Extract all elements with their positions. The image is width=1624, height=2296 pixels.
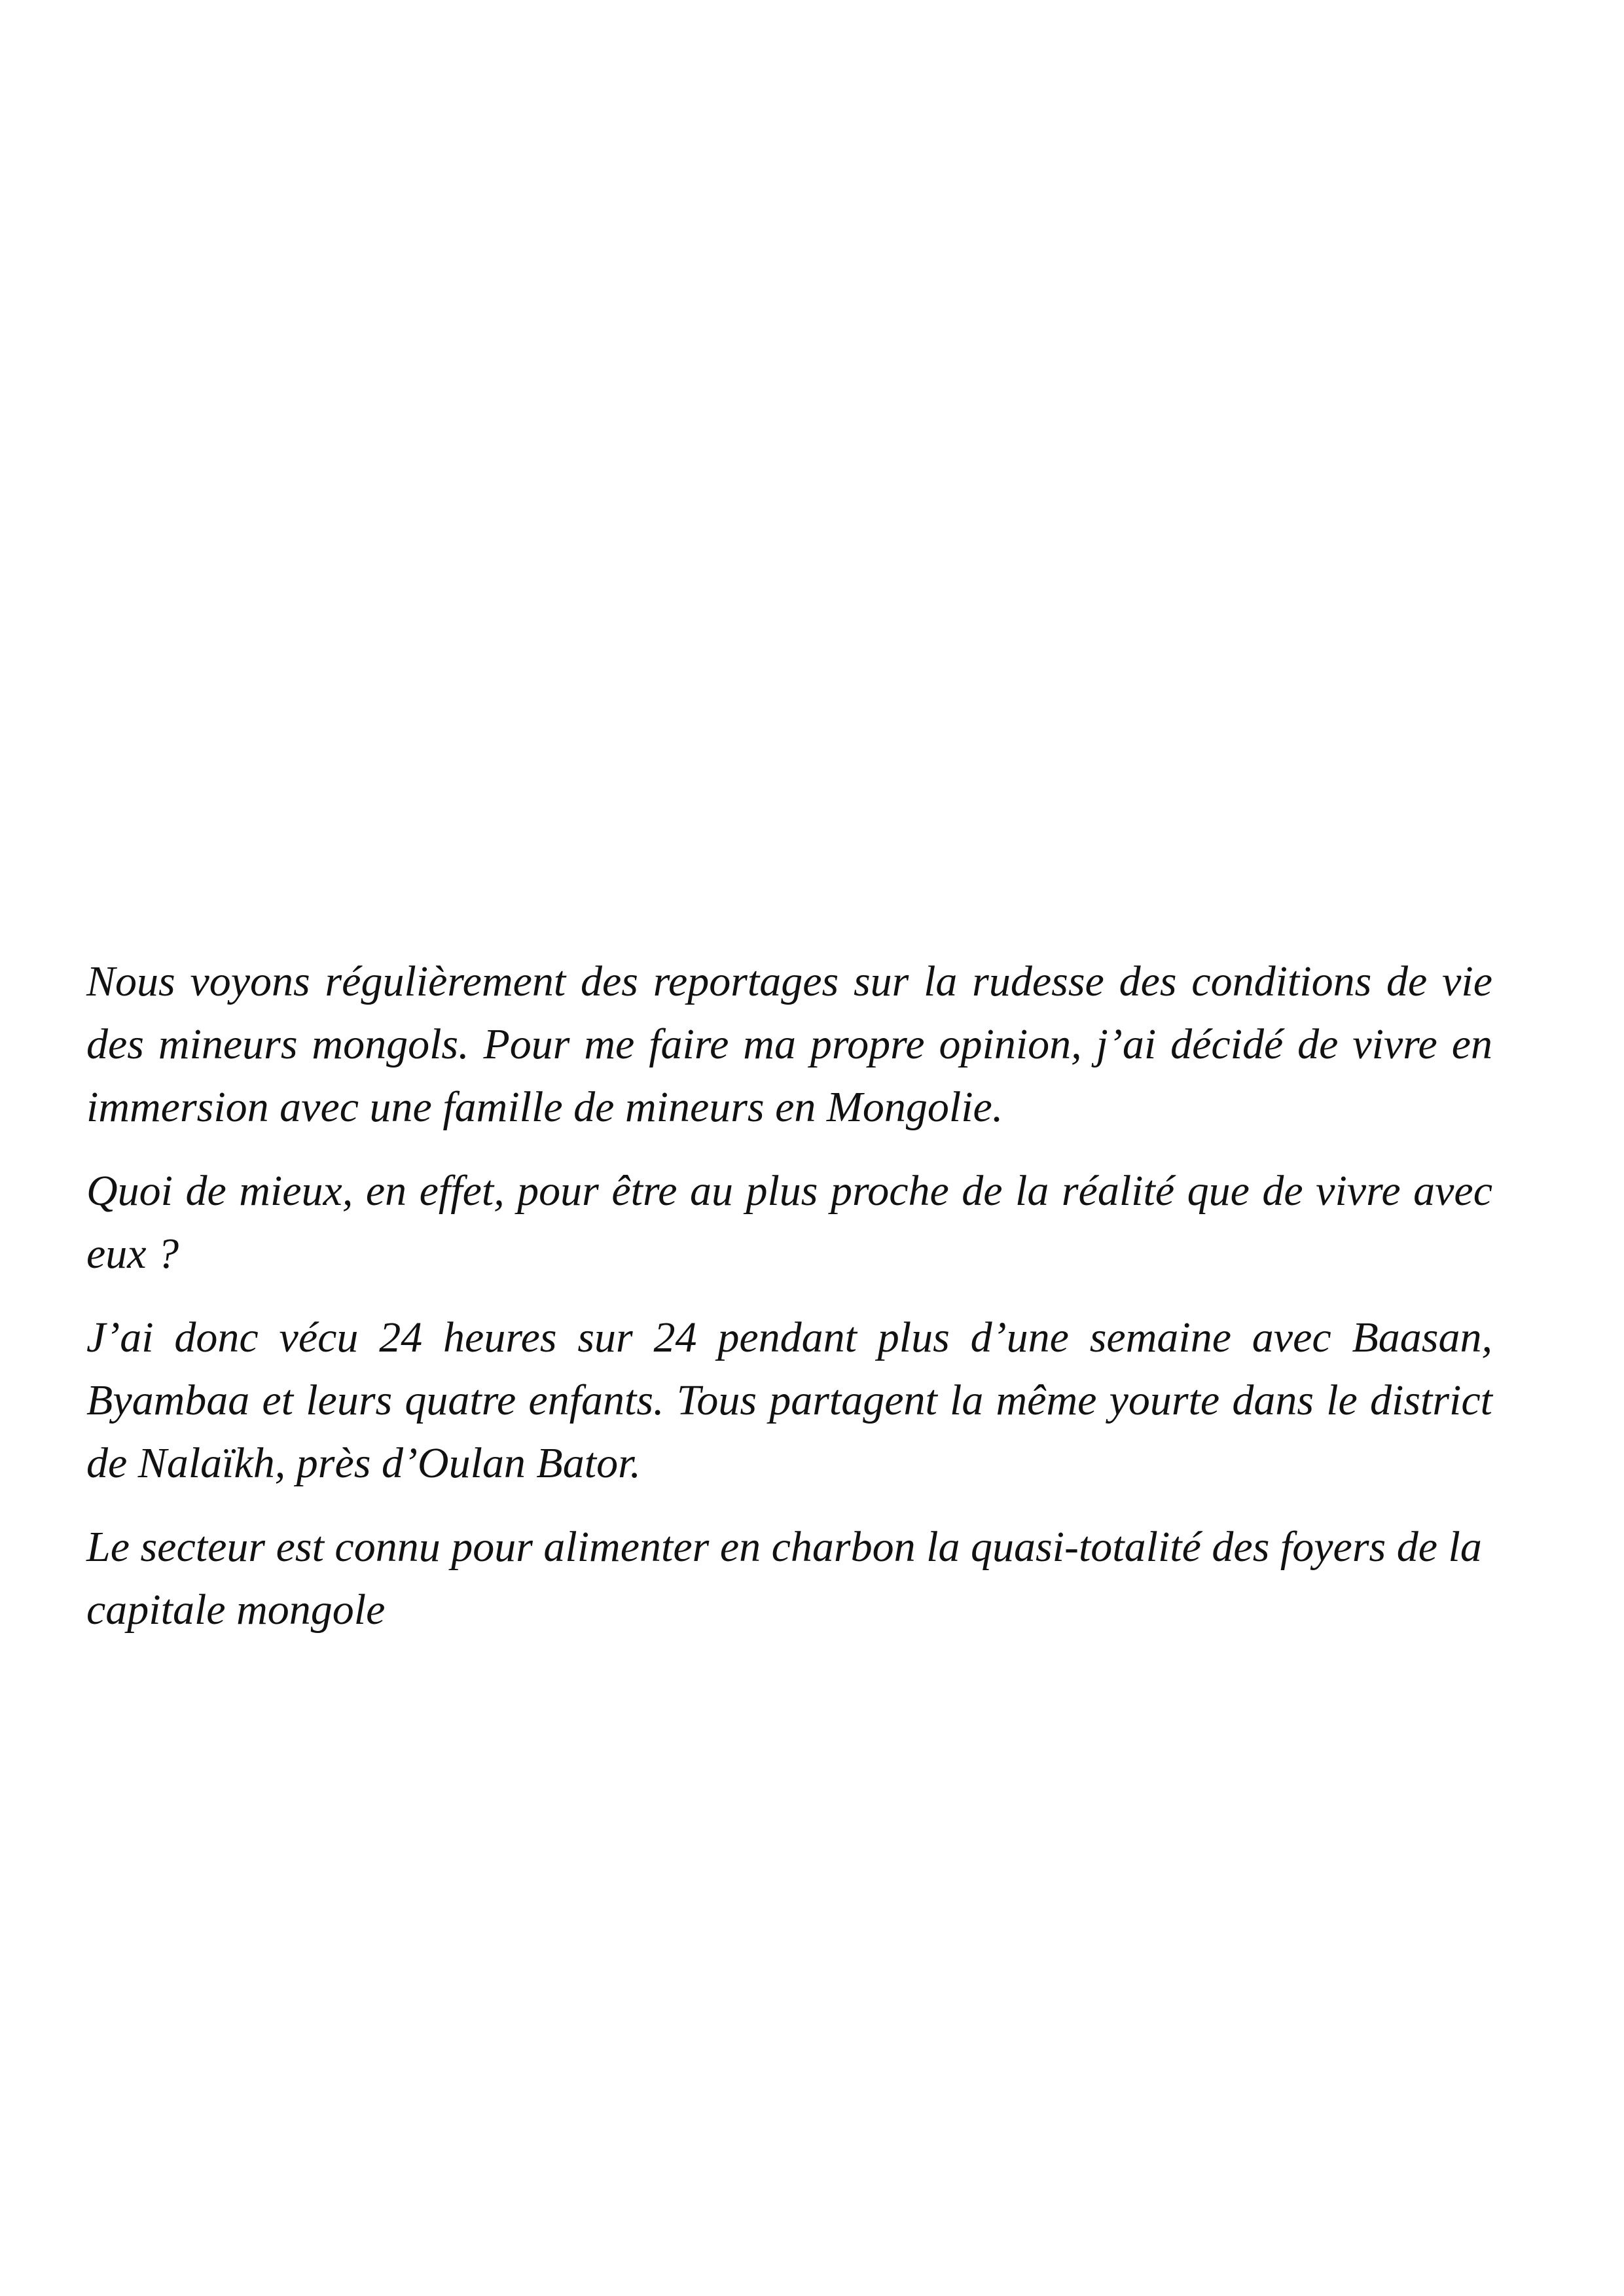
paragraph-question: Quoi de mieux, en effet, pour être au plus proche de la réalité que de vivre avec eux ? xyxy=(86,1167,1492,1278)
paragraph-stay: J’ai donc vécu 24 heures sur 24 pendant plus d’une semaine avec Baasan, Byambaa et leurs quatre enfants. Tous partagent la même yourte dans le district de Nalaïkh, près d’Oulan Bator. xyxy=(86,1314,1492,1487)
document-body xyxy=(86,950,1492,1662)
paragraph-intro: Nous voyons régulièrement des reportages sur la rudesse des conditions de vie des mineurs mongols. Pour me faire ma propre opinion, j’ai décidé de vivre en immersion avec une famille de mineurs en Mongolie. xyxy=(86,958,1492,1131)
paragraph-sector: Le secteur est connu pour alimenter en charbon la quasi-totalité des foyers de la capitale mongole xyxy=(86,1523,1482,1634)
